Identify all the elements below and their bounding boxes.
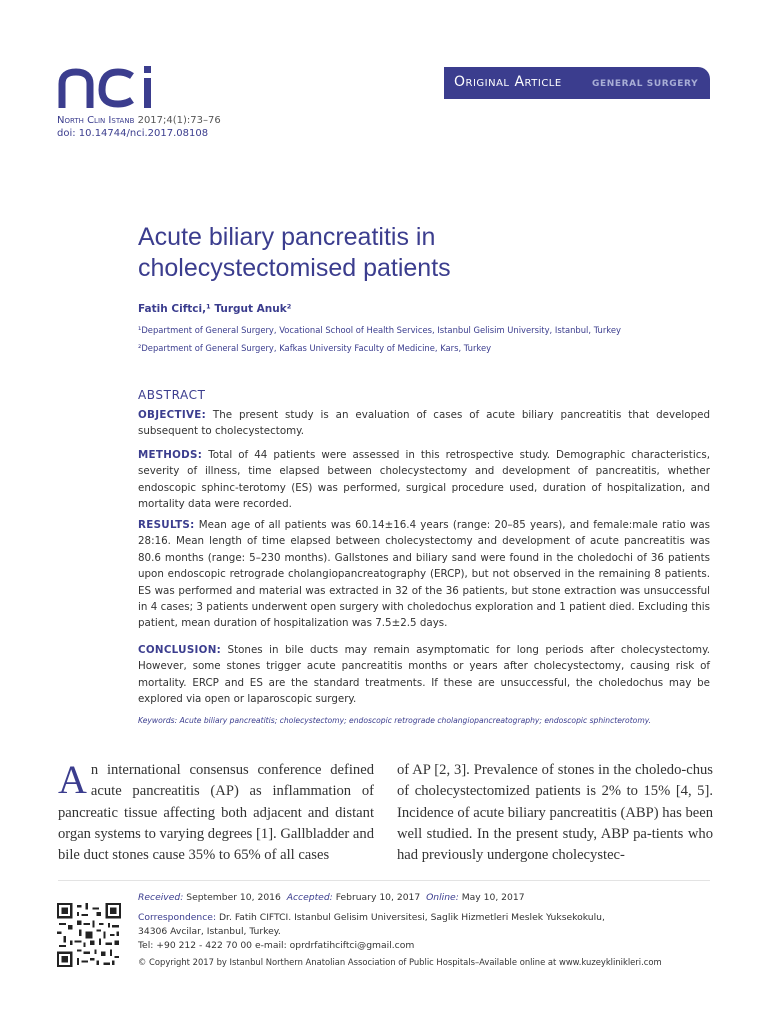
online-label: Online: — [426, 892, 459, 903]
correspondence-label: Correspondence: — [138, 912, 217, 923]
online-date: May 10, 2017 — [461, 892, 525, 903]
journal-logo — [58, 66, 170, 108]
body-column-2: of AP [2, 3]. Prevalence of stones in the choledo-chus of cholecystectomized patients is 2% to 15% [4, 5]. Incidence of acute biliary pancreatitis (ABP) has been well studied. In the present study, ABP pa-tients who had previously undergone cholecystec- — [397, 762, 713, 864]
body-col1-text: n international consensus conference defined acute pancreatitis (AP) as inflammation of pancreatic tissue affecting both adjacent and distant organ systems to varying degrees [1]. Gallbladder and bile duct stones cause 35% to 65% of all cases — [58, 762, 374, 864]
results-text: Mean age of all patients was 60.14±16.4 years (range: 20–85 years), and female:male ratio was 28:16. Mean length of time elapsed between cholecystectomy and development of acute pancreatitis was 80.6 months (range: 5–230 months). Gallstones and biliary sand were found in the choledochi of 36 patients upon endoscopic retrograde cholangiopancreatography (ERCP), but not observed in the remaining 8 patients. ES was performed and material was extracted in 32 of the 36 patients, but stone extraction was unsuccessful in 4 cases; 3 patients underwent open surgery with choledochus exploration and 1 patient died. Excluding this patient, mean duration of hospitalization was 7.5±2.5 days. — [138, 519, 710, 630]
journal-volume: 2017;4(1):73–76 — [137, 115, 221, 126]
article-title — [138, 222, 658, 284]
affiliation-2: ²Department of General Surgery, Kafkas University Faculty of Medicine, Kars, Turkey — [138, 343, 492, 353]
objective-text: The present study is an evaluation of cases of acute biliary pancreatitis that developed subsequent to cholecystectomy. — [138, 409, 710, 438]
results-label: RESULTS: — [138, 519, 195, 531]
correspondence-address: 34306 Avcilar, Istanbul, Turkey. — [138, 926, 281, 937]
affiliation-1: ¹Department of General Surgery, Vocational School of Health Services, Istanbul Gelisim University, Istanbul, Turkey — [138, 325, 621, 335]
article-type-banner — [444, 67, 710, 99]
abstract-results — [138, 517, 710, 632]
received-label: Received: — [138, 892, 184, 903]
accepted-label: Accepted: — [286, 892, 333, 903]
copyright-notice: © Copyright 2017 by Istanbul Northern Anatolian Association of Public Hospitals–Available online at www.kuzeyklinikleri.com — [138, 957, 662, 967]
authors: Fatih Ciftci,¹ Turgut Anuk² — [138, 303, 292, 315]
footer-divider — [58, 880, 710, 881]
methods-text: Total of 44 patients were assessed in this retrospective study. Demographic characteristics, severity of illness, time elapsed between cholecystectomy and development of pancreatitis, whether endoscopic sphinc-terotomy (ES) was performed, surgical procedure used, duration of hospitalization, and mortality data were recorded. — [138, 449, 710, 511]
publication-dates — [138, 892, 525, 903]
keywords: Keywords: Acute biliary pancreatitis; cholecystectomy; endoscopic retrograde cholangiopancreatography; endoscopic sphincterotomy. — [138, 716, 652, 725]
article-type: Original Article — [454, 74, 562, 90]
journal-name: North Clin Istanb — [57, 115, 135, 126]
drop-cap: A — [58, 757, 87, 802]
correspondence — [138, 912, 605, 923]
journal-citation — [57, 115, 221, 126]
correspondence-contact[interactable]: Tel: +90 212 - 422 70 00 e-mail: oprdrfatihciftci@gmail.com — [138, 940, 415, 951]
methods-label: METHODS: — [138, 449, 203, 461]
body-column-1 — [58, 757, 374, 866]
qr-code-icon — [57, 903, 121, 967]
correspondence-text: Dr. Fatih CIFTCI. Istanbul Gelisim Universitesi, Saglik Hizmetleri Meslek Yuksekokulu, — [218, 912, 605, 923]
conclusion-text: Stones in bile ducts may remain asymptomatic for long periods after cholecystectomy. However, some stones trigger acute pancreatitis months or years after cholecystectomy, causing risk of mortality. ERCP and ES are the standard treatments. If these are unsuccessful, the choledochus may be explored via open or laparoscopic surgery. — [138, 644, 710, 706]
received-date: September 10, 2016 — [186, 892, 281, 903]
abstract-objective — [138, 407, 710, 440]
abstract-heading: ABSTRACT — [138, 388, 206, 402]
abstract-methods — [138, 447, 710, 513]
conclusion-label: CONCLUSION: — [138, 644, 222, 656]
objective-label: OBJECTIVE: — [138, 409, 206, 421]
title-line-2: cholecystectomised patients — [138, 254, 451, 282]
accepted-date: February 10, 2017 — [335, 892, 421, 903]
section-label: GENERAL SURGERY — [592, 79, 699, 89]
abstract-conclusion — [138, 642, 710, 708]
title-line-1: Acute biliary pancreatitis in — [138, 223, 436, 251]
doi-link[interactable]: doi: 10.14744/nci.2017.08108 — [57, 128, 209, 139]
